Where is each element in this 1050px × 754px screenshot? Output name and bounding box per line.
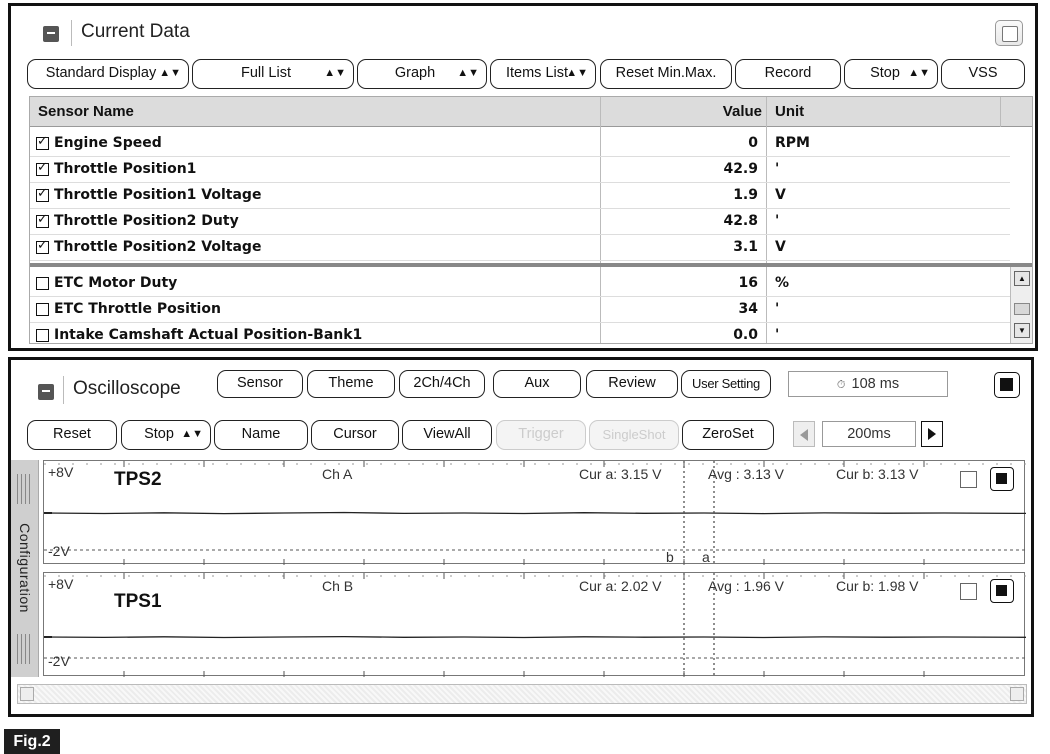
row-checkbox[interactable]: [36, 303, 49, 316]
column-header-sensor-name[interactable]: Sensor Name: [38, 103, 134, 120]
row-checkbox[interactable]: [36, 277, 49, 290]
table-row[interactable]: [30, 131, 1010, 157]
full-list-select[interactable]: [192, 59, 354, 89]
updown-arrows-icon: ▲▼: [908, 67, 930, 79]
channel-a-plot[interactable]: [43, 460, 1025, 564]
scroll-down-icon[interactable]: ▼: [1014, 323, 1030, 338]
select-label: Standard Display: [45, 65, 157, 81]
sensor-unit: ': [775, 327, 780, 343]
configuration-tab-label: Configuration: [17, 523, 33, 613]
current-data-panel: [8, 3, 1038, 351]
cursor-a-value: Cur a: 3.15 V: [579, 466, 662, 482]
row-checkbox[interactable]: [36, 163, 49, 176]
scroll-left-icon[interactable]: [20, 687, 34, 701]
panel-title: Oscilloscope: [73, 378, 181, 399]
oscilloscope-panel: [8, 357, 1034, 717]
standard-display-select[interactable]: [27, 59, 189, 89]
maximize-button[interactable]: [995, 20, 1023, 46]
view-all-button[interactable]: [402, 420, 492, 450]
sensor-unit: ': [775, 301, 780, 317]
name-button[interactable]: [214, 420, 308, 450]
button-label: Record: [764, 65, 812, 81]
aux-button[interactable]: [493, 370, 581, 398]
graph-select[interactable]: [357, 59, 487, 89]
sensor-name: Throttle Position1: [54, 161, 197, 177]
reset-button[interactable]: [27, 420, 117, 450]
channel-checkbox[interactable]: [960, 471, 977, 488]
table-row[interactable]: [30, 183, 1010, 209]
select-label: Full List: [241, 65, 291, 81]
sensor-value: 0: [748, 135, 758, 151]
column-divider: [1000, 97, 1001, 127]
waveform-trace: [44, 637, 1026, 638]
button-label: Reset: [53, 426, 91, 442]
updown-arrows-icon: ▲▼: [181, 428, 203, 440]
timebase-readout: 200ms: [822, 421, 916, 447]
sensor-name: Throttle Position1 Voltage: [54, 187, 262, 203]
channel-id: Ch A: [322, 466, 353, 482]
table-header: [30, 97, 1033, 127]
selected-items-divider: [30, 263, 1033, 267]
button-label: Trigger: [518, 426, 564, 442]
table-row[interactable]: [30, 297, 1010, 323]
scrollbar-thumb[interactable]: [1014, 303, 1030, 315]
title-divider: [71, 20, 72, 46]
time-icon: ⏱: [836, 379, 846, 391]
grip-handle-icon: [17, 634, 33, 664]
row-checkbox[interactable]: [36, 241, 49, 254]
button-label: Reset Min.Max.: [615, 65, 717, 81]
stop-select[interactable]: [844, 59, 938, 89]
trigger-button[interactable]: [496, 420, 586, 450]
average-value: Avg : 3.13 V: [708, 466, 785, 482]
row-checkbox[interactable]: [36, 215, 49, 228]
sensor-value: 34: [738, 301, 758, 317]
sensor-unit: %: [775, 275, 790, 291]
horizontal-scrollbar[interactable]: [17, 684, 1027, 704]
sensor-name: ETC Throttle Position: [54, 301, 221, 317]
button-label: VSS: [968, 65, 998, 81]
sensor-unit: ': [775, 161, 780, 177]
timebase-decrease-button[interactable]: [793, 421, 815, 447]
channel-name: TPS2: [114, 469, 162, 490]
stop-select[interactable]: [121, 420, 211, 450]
updown-arrows-icon: ▲▼: [324, 67, 346, 79]
sensor-name: Intake Camshaft Actual Position-Bank1: [54, 327, 363, 343]
cursor-b-label: b: [666, 549, 674, 565]
record-button[interactable]: [735, 59, 841, 89]
grip-handle-icon: [17, 474, 33, 504]
arrow-right-icon: [928, 428, 936, 440]
collapse-icon[interactable]: [43, 26, 59, 42]
button-label: Aux: [524, 375, 550, 391]
cursor-a-value: Cur a: 2.02 V: [579, 578, 662, 594]
zero-set-button[interactable]: [682, 420, 774, 450]
collapse-icon[interactable]: [38, 384, 54, 400]
table-row[interactable]: [30, 271, 1010, 297]
channel-b-plot[interactable]: [43, 572, 1025, 676]
sensor-unit: ': [775, 213, 780, 229]
time-readout: [788, 371, 948, 397]
table-row[interactable]: [30, 323, 1010, 344]
sensor-value: 0.0: [733, 327, 758, 343]
row-checkbox[interactable]: [36, 329, 49, 342]
average-value: Avg : 1.96 V: [708, 578, 785, 594]
cursor-a-label: a: [702, 549, 710, 565]
select-label: Stop: [144, 426, 174, 442]
vss-button[interactable]: [941, 59, 1025, 89]
button-label: 2Ch/4Ch: [413, 375, 471, 391]
sensor-value: 3.1: [733, 239, 758, 255]
channel-stop-icon[interactable]: [990, 579, 1014, 603]
channel-stop-icon[interactable]: [990, 467, 1014, 491]
sensor-button[interactable]: [217, 370, 303, 398]
row-checkbox[interactable]: [36, 137, 49, 150]
cursor-b-value: Cur b: 1.98 V: [836, 578, 919, 594]
scroll-up-icon[interactable]: ▲: [1014, 271, 1030, 286]
sensor-value: 16: [738, 275, 758, 291]
button-label: SingleShot: [602, 427, 666, 442]
button-label: ZeroSet: [702, 426, 754, 442]
cursor-b-value: Cur b: 3.13 V: [836, 466, 919, 482]
table-row[interactable]: [30, 157, 1010, 183]
channel-mode-button[interactable]: [399, 370, 485, 398]
sensor-name: ETC Motor Duty: [54, 275, 178, 291]
button-label: Sensor: [237, 375, 283, 391]
sensor-name: Engine Speed: [54, 135, 162, 151]
tick-marks: [124, 573, 924, 677]
button-label: ViewAll: [423, 426, 471, 442]
row-checkbox[interactable]: [36, 189, 49, 202]
panel-title: Current Data: [81, 21, 190, 42]
reset-min-max-button[interactable]: [600, 59, 732, 89]
table-row[interactable]: [30, 235, 1010, 261]
select-label: Items List: [505, 65, 569, 81]
scale-bottom-label: -2V: [48, 653, 70, 669]
user-setting-button[interactable]: [681, 370, 771, 398]
table-scrollbar[interactable]: [1010, 267, 1032, 344]
items-list-select[interactable]: [490, 59, 596, 89]
cursor-button[interactable]: [311, 420, 399, 450]
scroll-right-icon[interactable]: [1010, 687, 1024, 701]
button-label: User Setting: [692, 376, 760, 391]
scale-top-label: +8V: [48, 464, 74, 480]
scale-top-label: +8V: [48, 576, 74, 592]
table-row[interactable]: [30, 209, 1010, 235]
channel-name: TPS1: [114, 591, 162, 612]
column-header-unit[interactable]: Unit: [775, 103, 805, 120]
waveform-trace: [44, 513, 1026, 514]
select-label: Stop: [870, 65, 900, 81]
sensor-table: [29, 96, 1033, 344]
select-label: Graph: [394, 65, 436, 81]
sensor-name: Throttle Position2 Duty: [54, 213, 239, 229]
scale-bottom-label: -2V: [48, 543, 70, 559]
title-divider: [63, 376, 64, 404]
button-label: Review: [608, 375, 656, 391]
review-button[interactable]: [586, 370, 678, 398]
current-data-header: [11, 6, 1035, 50]
sensor-value: 42.8: [723, 213, 758, 229]
sensor-unit: RPM: [775, 135, 810, 151]
channel-checkbox[interactable]: [960, 583, 977, 600]
updown-arrows-icon: ▲▼: [159, 67, 181, 79]
updown-arrows-icon: ▲▼: [457, 67, 479, 79]
arrow-left-icon: [800, 429, 808, 441]
configuration-tab[interactable]: [11, 460, 39, 677]
timebase-increase-button[interactable]: [921, 421, 943, 447]
sensor-name: Throttle Position2 Voltage: [54, 239, 262, 255]
sensor-value: 42.9: [723, 161, 758, 177]
sensor-unit: V: [775, 239, 786, 255]
sensor-unit: V: [775, 187, 786, 203]
single-shot-button[interactable]: [589, 420, 679, 450]
button-label: Name: [241, 426, 281, 442]
theme-button[interactable]: [307, 370, 395, 398]
updown-arrows-icon: ▲▼: [566, 67, 588, 79]
sensor-value: 1.9: [733, 187, 758, 203]
button-label: Theme: [328, 375, 374, 391]
time-readout-value: 108 ms: [851, 376, 900, 392]
figure-label: Fig.2: [4, 729, 60, 754]
column-header-value[interactable]: Value: [722, 103, 762, 120]
channel-id: Ch B: [322, 578, 354, 594]
button-label: Cursor: [333, 426, 377, 442]
record-stop-icon[interactable]: [994, 372, 1020, 398]
